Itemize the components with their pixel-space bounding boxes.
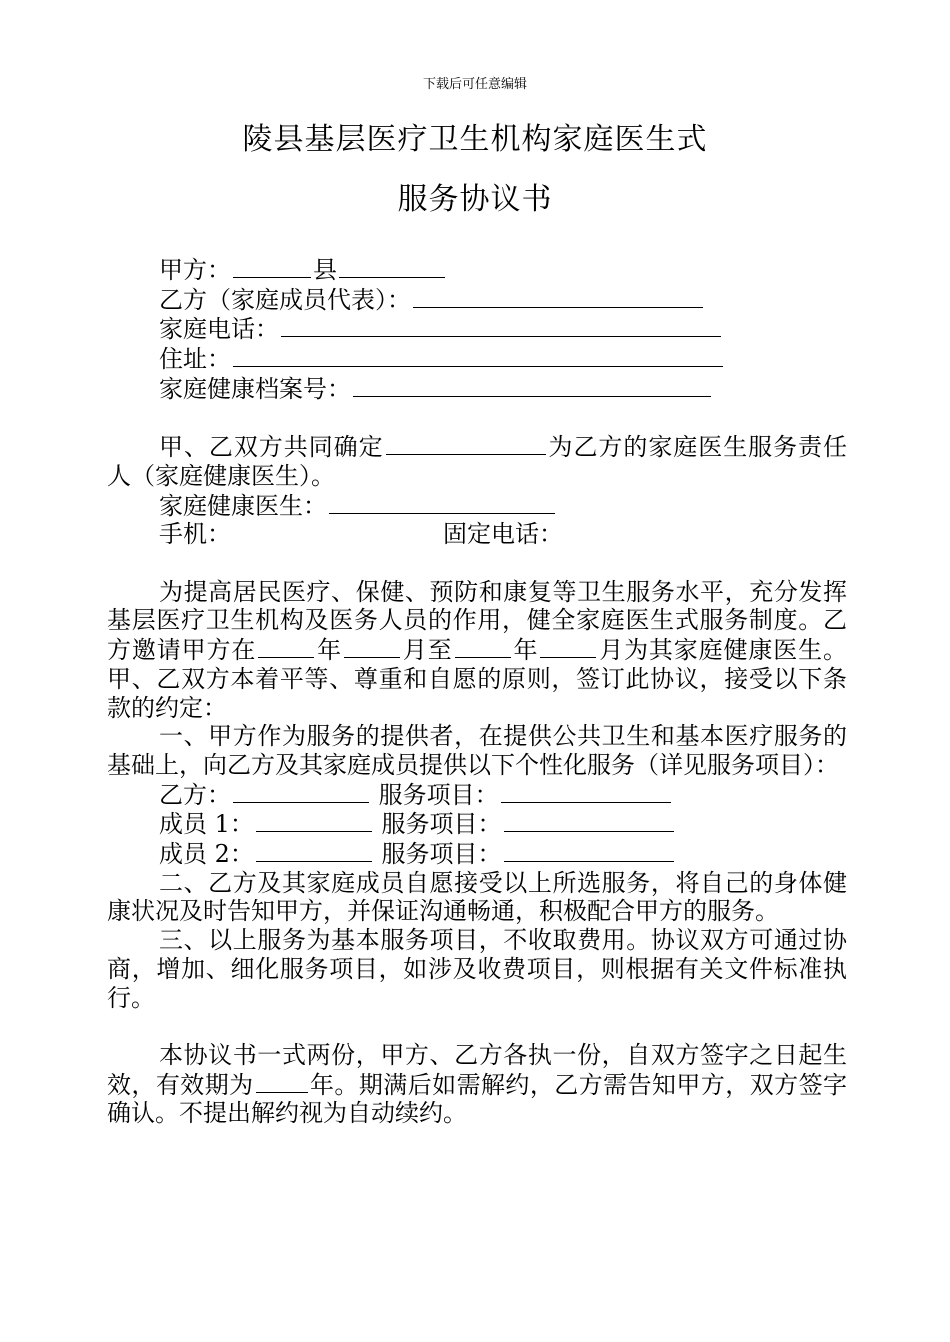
party-b-label: 乙方（家庭成员代表）： [159,285,411,314]
member-blank[interactable] [256,809,372,832]
service-blank[interactable] [504,809,674,832]
service-label: 服务项目： [381,840,502,869]
party-a-label: 甲方： [159,256,231,284]
end-month-blank[interactable] [540,635,596,658]
member-label: 成员 2： [159,840,254,869]
intro-part1: 为提高居民医疗、保健、预防和康复等卫生服务水平，充分发挥基层医疗卫生机构及医务人员的作用，健全家庭医生式服务制度。乙方邀请甲方在 [107,577,847,665]
health-record-blank[interactable] [353,374,711,397]
document-title-line2: 服务协议书 [397,182,553,217]
closing-part2: 年。期满后如需解约，乙方需告知甲方，双方签字确认。不提出解约视为自动续约。 [107,1070,848,1128]
doctor-blank[interactable] [329,491,555,514]
member-label: 乙方： [159,780,231,809]
phone-row [107,520,847,549]
header-note: 下载后可任意编辑 [422,77,527,92]
mobile-label: 手机： [159,520,231,549]
party-b-row [107,285,847,315]
home-phone-row [107,314,847,344]
party-a-county-blank[interactable] [339,255,445,278]
clause-1: 一、甲方作为服务的提供者，在提供公共卫生和基本医疗服务的基础上，向乙方及其家庭成员提供以下个性化服务（详见服务项目）： [107,722,847,779]
closing-part1: 本协议书一式两份，甲方、乙方各执一份，自双方签字之日起生效，有效期为 [107,1040,847,1099]
address-row [107,344,847,374]
home-phone-blank[interactable] [281,314,721,337]
party-a-blank[interactable] [233,255,311,278]
intro-year1: 年 [316,636,342,665]
party-a-county: 县 [313,256,337,284]
address-label: 住址： [159,345,231,374]
service-label: 服务项目： [378,780,499,809]
clause-3: 三、以上服务为基本服务项目，不收取费用。协议双方可通过协商，增加、细化服务项目，如涉及收费项目，则根据有关文件标准执行。 [107,926,847,1012]
service-blank[interactable] [501,780,671,803]
intro-paragraph [107,578,847,723]
service-blank[interactable] [504,839,674,862]
home-phone-label: 家庭电话： [159,315,279,344]
start-year-blank[interactable] [258,635,314,658]
member-row-1 [107,809,847,839]
member-row-party-b [107,780,847,810]
party-info-block [107,255,847,1128]
intro-year2: 年 [512,636,539,665]
member-row-2 [107,839,847,869]
party-a-row [107,255,847,285]
clause-2: 二、乙方及其家庭成员自愿接受以上所选服务，将自己的身体健康状况及时告知甲方，并保证沟通畅通，积极配合甲方的服务。 [107,868,847,926]
member-blank[interactable] [256,839,372,862]
doctor-row [107,491,847,521]
start-month-blank[interactable] [344,635,400,658]
closing-paragraph [107,1041,847,1128]
doctor-text-post: 为乙方的家庭医生服务责任人（家庭健康医生）。 [107,433,848,490]
document-title-line1: 陵县基层医疗卫生机构家庭医生式 [242,122,708,157]
validity-years-blank[interactable] [256,1070,308,1093]
intro-part2: 月为其家庭健康医生。甲、乙双方本着平等、尊重和自愿的原则，签订此协议，接受以下条款的约定： [107,636,848,722]
intro-month1: 月至 [401,636,453,665]
member-blank[interactable] [233,780,369,803]
doctor-label: 家庭健康医生： [159,491,327,520]
doctor-name-blank[interactable] [386,432,546,455]
member-label: 成员 1： [159,810,254,839]
service-label: 服务项目： [381,810,502,839]
end-year-blank[interactable] [455,635,511,658]
fixed-phone-label: 固定电话： [443,520,563,549]
doctor-assignment-paragraph [107,432,847,490]
health-record-label: 家庭健康档案号： [159,374,351,403]
health-record-row [107,374,847,404]
party-b-blank[interactable] [413,285,703,308]
address-blank[interactable] [233,344,723,367]
doctor-text-pre: 甲、乙双方共同确定 [159,433,384,462]
